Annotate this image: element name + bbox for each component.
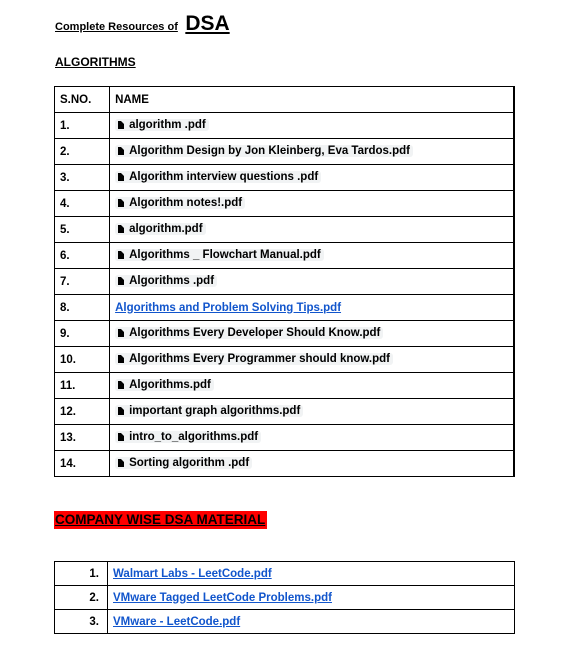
- file-icon: [118, 407, 124, 415]
- page-title-prefix: Complete Resources of: [55, 21, 178, 33]
- file-chip-label: algorithm.pdf: [129, 223, 203, 235]
- table-row: [55, 269, 515, 295]
- row-name-cell: [110, 347, 514, 373]
- empty-cell: [513, 321, 514, 347]
- row-number: 3.: [55, 610, 108, 634]
- row-number: 12.: [55, 399, 110, 425]
- file-icon: [118, 277, 124, 285]
- table-row: [55, 610, 515, 634]
- file-chip-label: Algorithms Every Developer Should Know.pdf: [129, 327, 381, 339]
- row-number: 4.: [55, 191, 110, 217]
- table-row: [55, 165, 515, 191]
- table-row: [55, 586, 515, 610]
- empty-cell: [513, 269, 514, 295]
- file-chip-label: Algorithm Design by Jon Kleinberg, Eva Tardos.pdf: [129, 145, 410, 157]
- file-chip[interactable]: [115, 431, 261, 443]
- file-chip[interactable]: [115, 171, 321, 183]
- file-link[interactable]: Walmart Labs - LeetCode.pdf: [113, 567, 272, 580]
- file-chip[interactable]: [115, 119, 209, 131]
- file-chip[interactable]: [115, 249, 324, 261]
- table-row: [55, 373, 515, 399]
- empty-cell: [513, 399, 514, 425]
- table-row: [55, 217, 515, 243]
- row-number: 11.: [55, 373, 110, 399]
- file-chip-label: Algorithm notes!.pdf: [129, 197, 243, 209]
- table-row: [55, 399, 515, 425]
- row-number: 2.: [55, 586, 108, 610]
- row-name-cell: [110, 243, 514, 269]
- file-chip[interactable]: [115, 197, 245, 209]
- row-number: 10.: [55, 347, 110, 373]
- file-chip[interactable]: [115, 327, 383, 339]
- file-chip-label: Algorithms .pdf: [129, 275, 215, 287]
- row-name-cell: [110, 269, 514, 295]
- file-icon: [118, 251, 124, 259]
- table-row: [55, 191, 515, 217]
- row-number: 14.: [55, 451, 110, 477]
- file-icon: [118, 459, 124, 467]
- file-chip-label: important graph algorithms.pdf: [129, 405, 301, 417]
- row-name-cell: [110, 139, 514, 165]
- row-name-cell: [110, 425, 514, 451]
- file-link[interactable]: VMware Tagged LeetCode Problems.pdf: [113, 591, 332, 604]
- algorithms-heading: ALGORITHMS: [55, 55, 136, 69]
- row-name-cell: [108, 610, 515, 634]
- empty-cell: [513, 139, 514, 165]
- file-icon: [118, 433, 124, 441]
- table-header-row: [55, 87, 515, 113]
- row-number: 9.: [55, 321, 110, 347]
- row-number: 1.: [55, 113, 110, 139]
- table-row: [55, 425, 515, 451]
- file-icon: [118, 225, 124, 233]
- row-name-cell: [110, 165, 514, 191]
- table-row: [55, 295, 515, 321]
- empty-cell: [513, 373, 514, 399]
- empty-cell: [513, 87, 514, 113]
- table-row: [55, 451, 515, 477]
- file-chip[interactable]: [115, 379, 214, 391]
- row-name-cell: [110, 399, 514, 425]
- row-number: 8.: [55, 295, 110, 321]
- file-link[interactable]: Algorithms and Problem Solving Tips.pdf: [115, 301, 342, 314]
- empty-cell: [513, 217, 514, 243]
- file-icon: [118, 147, 124, 155]
- file-chip-label: Sorting algorithm .pdf: [129, 457, 250, 469]
- company-heading: COMPANY WISE DSA MATERIAL: [55, 512, 266, 527]
- row-number: 7.: [55, 269, 110, 295]
- file-icon: [118, 355, 124, 363]
- row-number: 5.: [55, 217, 110, 243]
- company-table: [54, 561, 515, 634]
- algorithms-table: [54, 86, 515, 477]
- row-name-cell: [110, 295, 514, 321]
- row-name-cell: [110, 191, 514, 217]
- file-chip-label: Algorithms _ Flowchart Manual.pdf: [129, 249, 321, 261]
- file-chip[interactable]: [115, 457, 252, 469]
- row-name-cell: [110, 113, 514, 139]
- column-header-name: NAME: [110, 87, 514, 113]
- row-name-cell: [108, 586, 515, 610]
- file-chip-label: Algorithms Every Programmer should know.pdf: [129, 353, 390, 365]
- file-icon: [118, 381, 124, 389]
- file-icon: [118, 199, 124, 207]
- file-chip-label: intro_to_algorithms.pdf: [129, 431, 259, 443]
- page-title-main: DSA: [185, 12, 230, 35]
- table-row: [55, 562, 515, 586]
- file-icon: [118, 329, 124, 337]
- row-name-cell: [108, 562, 515, 586]
- table-row: [55, 243, 515, 269]
- file-chip[interactable]: [115, 405, 303, 417]
- row-name-cell: [110, 321, 514, 347]
- empty-cell: [513, 191, 514, 217]
- table-row: [55, 139, 515, 165]
- row-name-cell: [110, 373, 514, 399]
- column-header-sno: S.NO.: [55, 87, 110, 113]
- file-chip[interactable]: [115, 353, 393, 365]
- file-link[interactable]: VMware - LeetCode.pdf: [113, 615, 241, 628]
- row-number: 13.: [55, 425, 110, 451]
- empty-cell: [513, 243, 514, 269]
- table-row: [55, 113, 515, 139]
- empty-cell: [513, 347, 514, 373]
- file-chip-label: algorithm .pdf: [129, 119, 206, 131]
- file-chip[interactable]: [115, 145, 413, 157]
- row-number: 3.: [55, 165, 110, 191]
- file-chip-label: Algorithms.pdf: [129, 379, 211, 391]
- row-number: 6.: [55, 243, 110, 269]
- file-chip[interactable]: [115, 223, 205, 235]
- row-name-cell: [110, 451, 514, 477]
- file-icon: [118, 173, 124, 181]
- file-icon: [118, 121, 124, 129]
- empty-cell: [513, 425, 514, 451]
- table-row: [55, 321, 515, 347]
- empty-cell: [513, 295, 514, 321]
- page-title: [55, 12, 230, 36]
- file-chip-label: Algorithm interview questions .pdf: [129, 171, 319, 183]
- table-row: [55, 347, 515, 373]
- empty-cell: [513, 113, 514, 139]
- row-name-cell: [110, 217, 514, 243]
- empty-cell: [513, 165, 514, 191]
- file-chip[interactable]: [115, 275, 217, 287]
- empty-cell: [513, 451, 514, 477]
- row-number: 2.: [55, 139, 110, 165]
- row-number: 1.: [55, 562, 108, 586]
